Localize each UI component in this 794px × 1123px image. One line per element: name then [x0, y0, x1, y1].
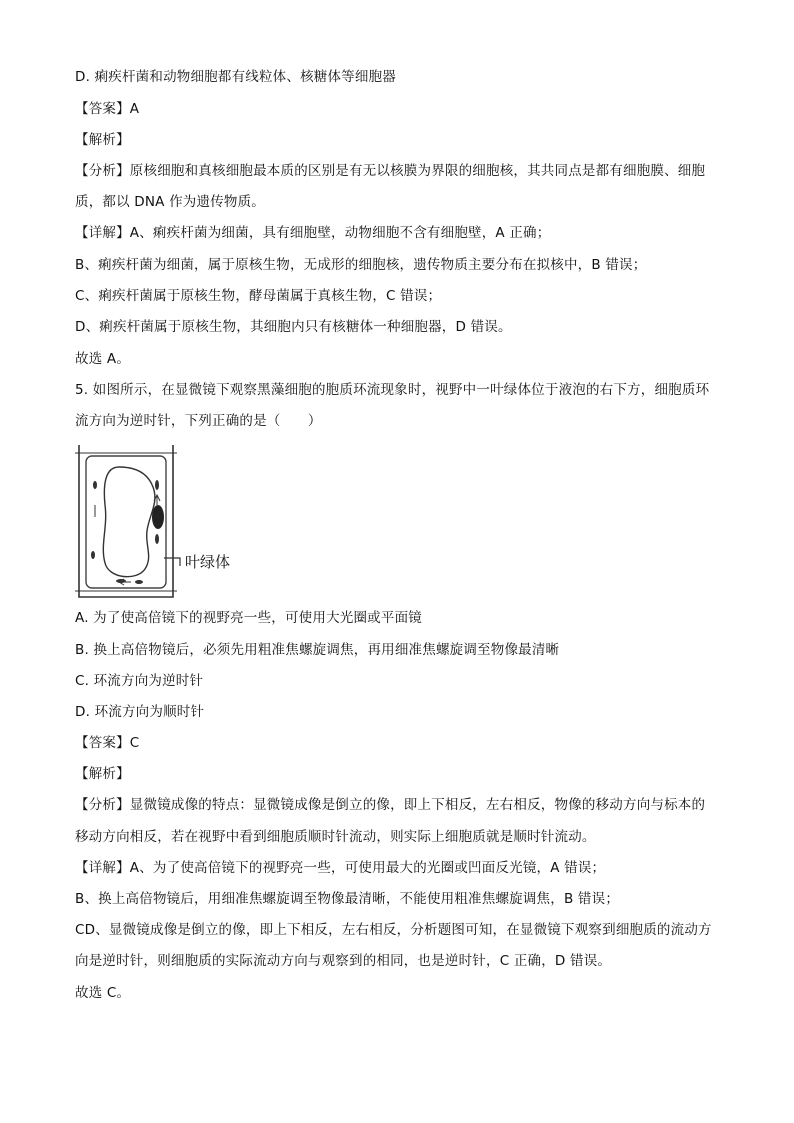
vacuole — [103, 467, 155, 577]
plant-cell-illustration — [75, 445, 275, 605]
detail-text-line: 【详解】A、为了使高倍镜下的视野亮一些，可使用最大的光圈或凹面反光镜，A 错误； — [75, 860, 606, 876]
chloroplast — [91, 551, 95, 559]
answer-label: 【答案】A — [75, 101, 140, 117]
analysis-heading: 【解析】 — [75, 132, 130, 148]
analysis-text-line: 质，都以 DNA 作为遗传物质。 — [75, 194, 266, 210]
detail-text-line: B、痢疾杆菌为细菌，属于原核生物，无成形的细胞核，遗传物质主要分布在拟核中，B 错误； — [75, 257, 647, 273]
chloroplast-large — [152, 505, 164, 529]
prev-option-d: D. 痢疾杆菌和动物细胞都有线粒体、核糖体等细胞器 — [75, 69, 396, 85]
detail-text-line: CD、显微镜成像是倒立的像，即上下相反，左右相反，分析题图可知，在显微镜下观察到细胞质的流动方 — [75, 922, 712, 938]
analysis-text-line: 移动方向相反，若在视野中看到细胞质顺时针流动，则实际上细胞质就是顺时针流动。 — [75, 829, 596, 845]
chloroplast-label: 叶绿体 — [185, 553, 231, 571]
option-d: D. 环流方向为顺时针 — [75, 704, 205, 720]
answer-label: 【答案】C — [75, 735, 140, 751]
detail-text-line: C、痢疾杆菌属于原核生物，酵母菌属于真核生物，C 错误； — [75, 288, 442, 304]
analysis-text-line: 【分析】显微镜成像的特点：显微镜成像是倒立的像，即上下相反，左右相反，物像的移动方向与标本的 — [75, 797, 706, 813]
detail-text-line: 向是逆时针，则细胞质的实际流动方向与观察到的相同，也是逆时针，C 正确，D 错误。 — [75, 953, 612, 969]
conclusion-line: 故选 C。 — [75, 985, 131, 1001]
option-b: B. 换上高倍物镜后，必须先用粗准焦螺旋调焦，再用细准焦螺旋调至物像最清晰 — [75, 642, 560, 658]
cell-diagram — [75, 445, 275, 605]
detail-text-line: B、换上高倍物镜后，用细准焦螺旋调至物像最清晰，不能使用粗准焦螺旋调焦，B 错误； — [75, 891, 620, 907]
chloroplast — [135, 580, 143, 584]
analysis-heading: 【解析】 — [75, 766, 130, 782]
chloroplast — [155, 480, 159, 490]
analysis-text-line: 【分析】原核细胞和真核细胞最本质的区别是有无以核膜为界限的细胞核，其共同点是都有细胞膜、细胞 — [75, 163, 706, 179]
chloroplast — [155, 534, 159, 544]
option-c: C. 环流方向为逆时针 — [75, 673, 204, 689]
chloroplast — [93, 481, 97, 489]
conclusion-line: 故选 A。 — [75, 351, 131, 367]
question-stem-line: 流方向为逆时针，下列正确的是（ ） — [75, 413, 322, 429]
option-a: A. 为了使高倍镜下的视野亮一些，可使用大光圈或平面镜 — [75, 610, 422, 626]
detail-text-line: 【详解】A、痢疾杆菌为细菌，具有细胞壁，动物细胞不含有细胞壁，A 正确； — [75, 225, 551, 241]
detail-text-line: D、痢疾杆菌属于原核生物，其细胞内只有核糖体一种细胞器，D 错误。 — [75, 319, 512, 335]
question-stem-line: 5. 如图所示，在显微镜下观察黑藻细胞的胞质环流现象时，视野中一叶绿体位于液泡的右下方，细胞质环 — [75, 382, 710, 398]
